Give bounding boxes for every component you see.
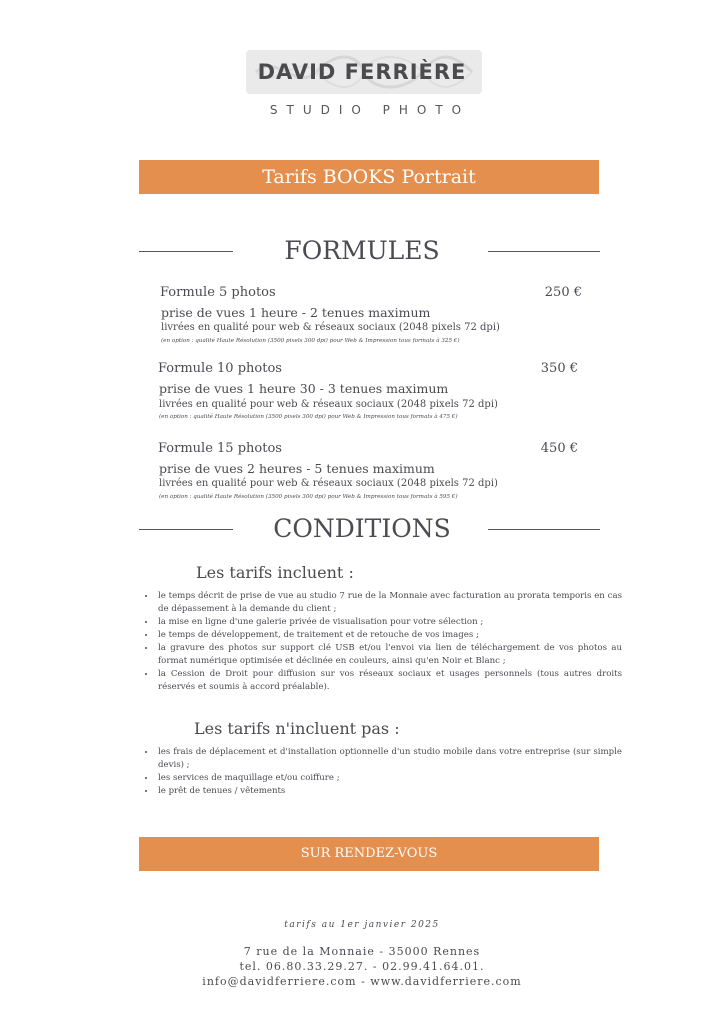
heading-rule-right	[488, 529, 600, 530]
page-title-bar: Tarifs BOOKS Portrait	[139, 160, 599, 194]
formule-option: (en option : qualité Haute Résolution (3500 pixels 300 dpi) pour Web & Impression tous formats à 595 €)	[159, 494, 458, 500]
brand-subtitle: STUDIO PHOTO	[269, 103, 471, 117]
included-list	[142, 590, 622, 694]
list-item: • la Cession de Droit pour diffusion sur vos réseaux sociaux et usages personnels (tous autres droits réservés et soumis à accord préalable).	[156, 668, 622, 694]
excluded-title: Les tarifs n'incluent pas :	[194, 719, 400, 738]
formule-option: (en option : qualité Haute Résolution (3500 pixels 300 dpi) pour Web & Impression tous formats à 325 €)	[161, 338, 460, 344]
footer-contact: info@davidferriere.com - www.davidferriere.com	[202, 975, 522, 988]
formule-price: 250 €	[544, 285, 582, 300]
formules-heading: FORMULES	[284, 236, 440, 265]
appointment-banner: SUR RENDEZ-VOUS	[139, 837, 599, 871]
brand-name: DAVID FERRIÈRE	[257, 60, 467, 84]
footer-phones: tel. 06.80.33.29.27. - 02.99.41.64.01.	[239, 960, 485, 973]
list-item: • la gravure des photos sur support clé USB et/ou l'envoi via lien de téléchargement de vos photos au format numérique optimisée et déclinée en couleurs, ainsi qu'en Noir et Blanc ;	[156, 642, 622, 668]
list-item: • les frais de déplacement et d'installation optionnelle d'un studio mobile dans votre entreprise (sur simple devis) ;	[156, 746, 622, 772]
formule-web-quality: livrées en qualité pour web & réseaux sociaux (2048 pixels 72 dpi)	[159, 399, 498, 410]
formule-detail: prise de vues 2 heures - 5 tenues maximum	[159, 461, 435, 476]
heading-rule-right	[488, 251, 600, 252]
formule-name: Formule 15 photos	[158, 441, 282, 456]
excluded-list	[142, 746, 622, 798]
footer-date: tarifs au 1er janvier 2025	[284, 920, 440, 930]
formule-name: Formule 10 photos	[158, 361, 282, 376]
list-item: • le temps décrit de prise de vue au studio 7 rue de la Monnaie avec facturation au prorata temporis en cas de dépassement à la demande du client ;	[156, 590, 622, 616]
formule-price: 350 €	[540, 361, 578, 376]
list-item: • la mise en ligne d'une galerie privée de visualisation pour votre sélection ;	[156, 616, 622, 629]
formule-name: Formule 5 photos	[160, 285, 276, 300]
list-item: • le temps de développement, de traitement et de retouche de vos images ;	[156, 629, 622, 642]
formule-detail: prise de vues 1 heure - 2 tenues maximum	[161, 305, 431, 320]
footer-address: 7 rue de la Monnaie - 35000 Rennes	[243, 945, 481, 958]
list-item: • les services de maquillage et/ou coiffure ;	[156, 772, 622, 785]
formule-price: 450 €	[540, 441, 578, 456]
formule-detail: prise de vues 1 heure 30 - 3 tenues maximum	[159, 381, 449, 396]
formule-option: (en option : qualité Haute Résolution (3500 pixels 300 dpi) pour Web & Impression tous formats à 475 €)	[159, 414, 458, 420]
list-item: • le prêt de tenues / vêtements	[156, 785, 622, 798]
formule-web-quality: livrées en qualité pour web & réseaux sociaux (2048 pixels 72 dpi)	[161, 322, 500, 333]
conditions-heading: CONDITIONS	[273, 514, 451, 543]
included-title: Les tarifs incluent :	[196, 563, 354, 582]
formule-web-quality: livrées en qualité pour web & réseaux sociaux (2048 pixels 72 dpi)	[159, 478, 498, 489]
